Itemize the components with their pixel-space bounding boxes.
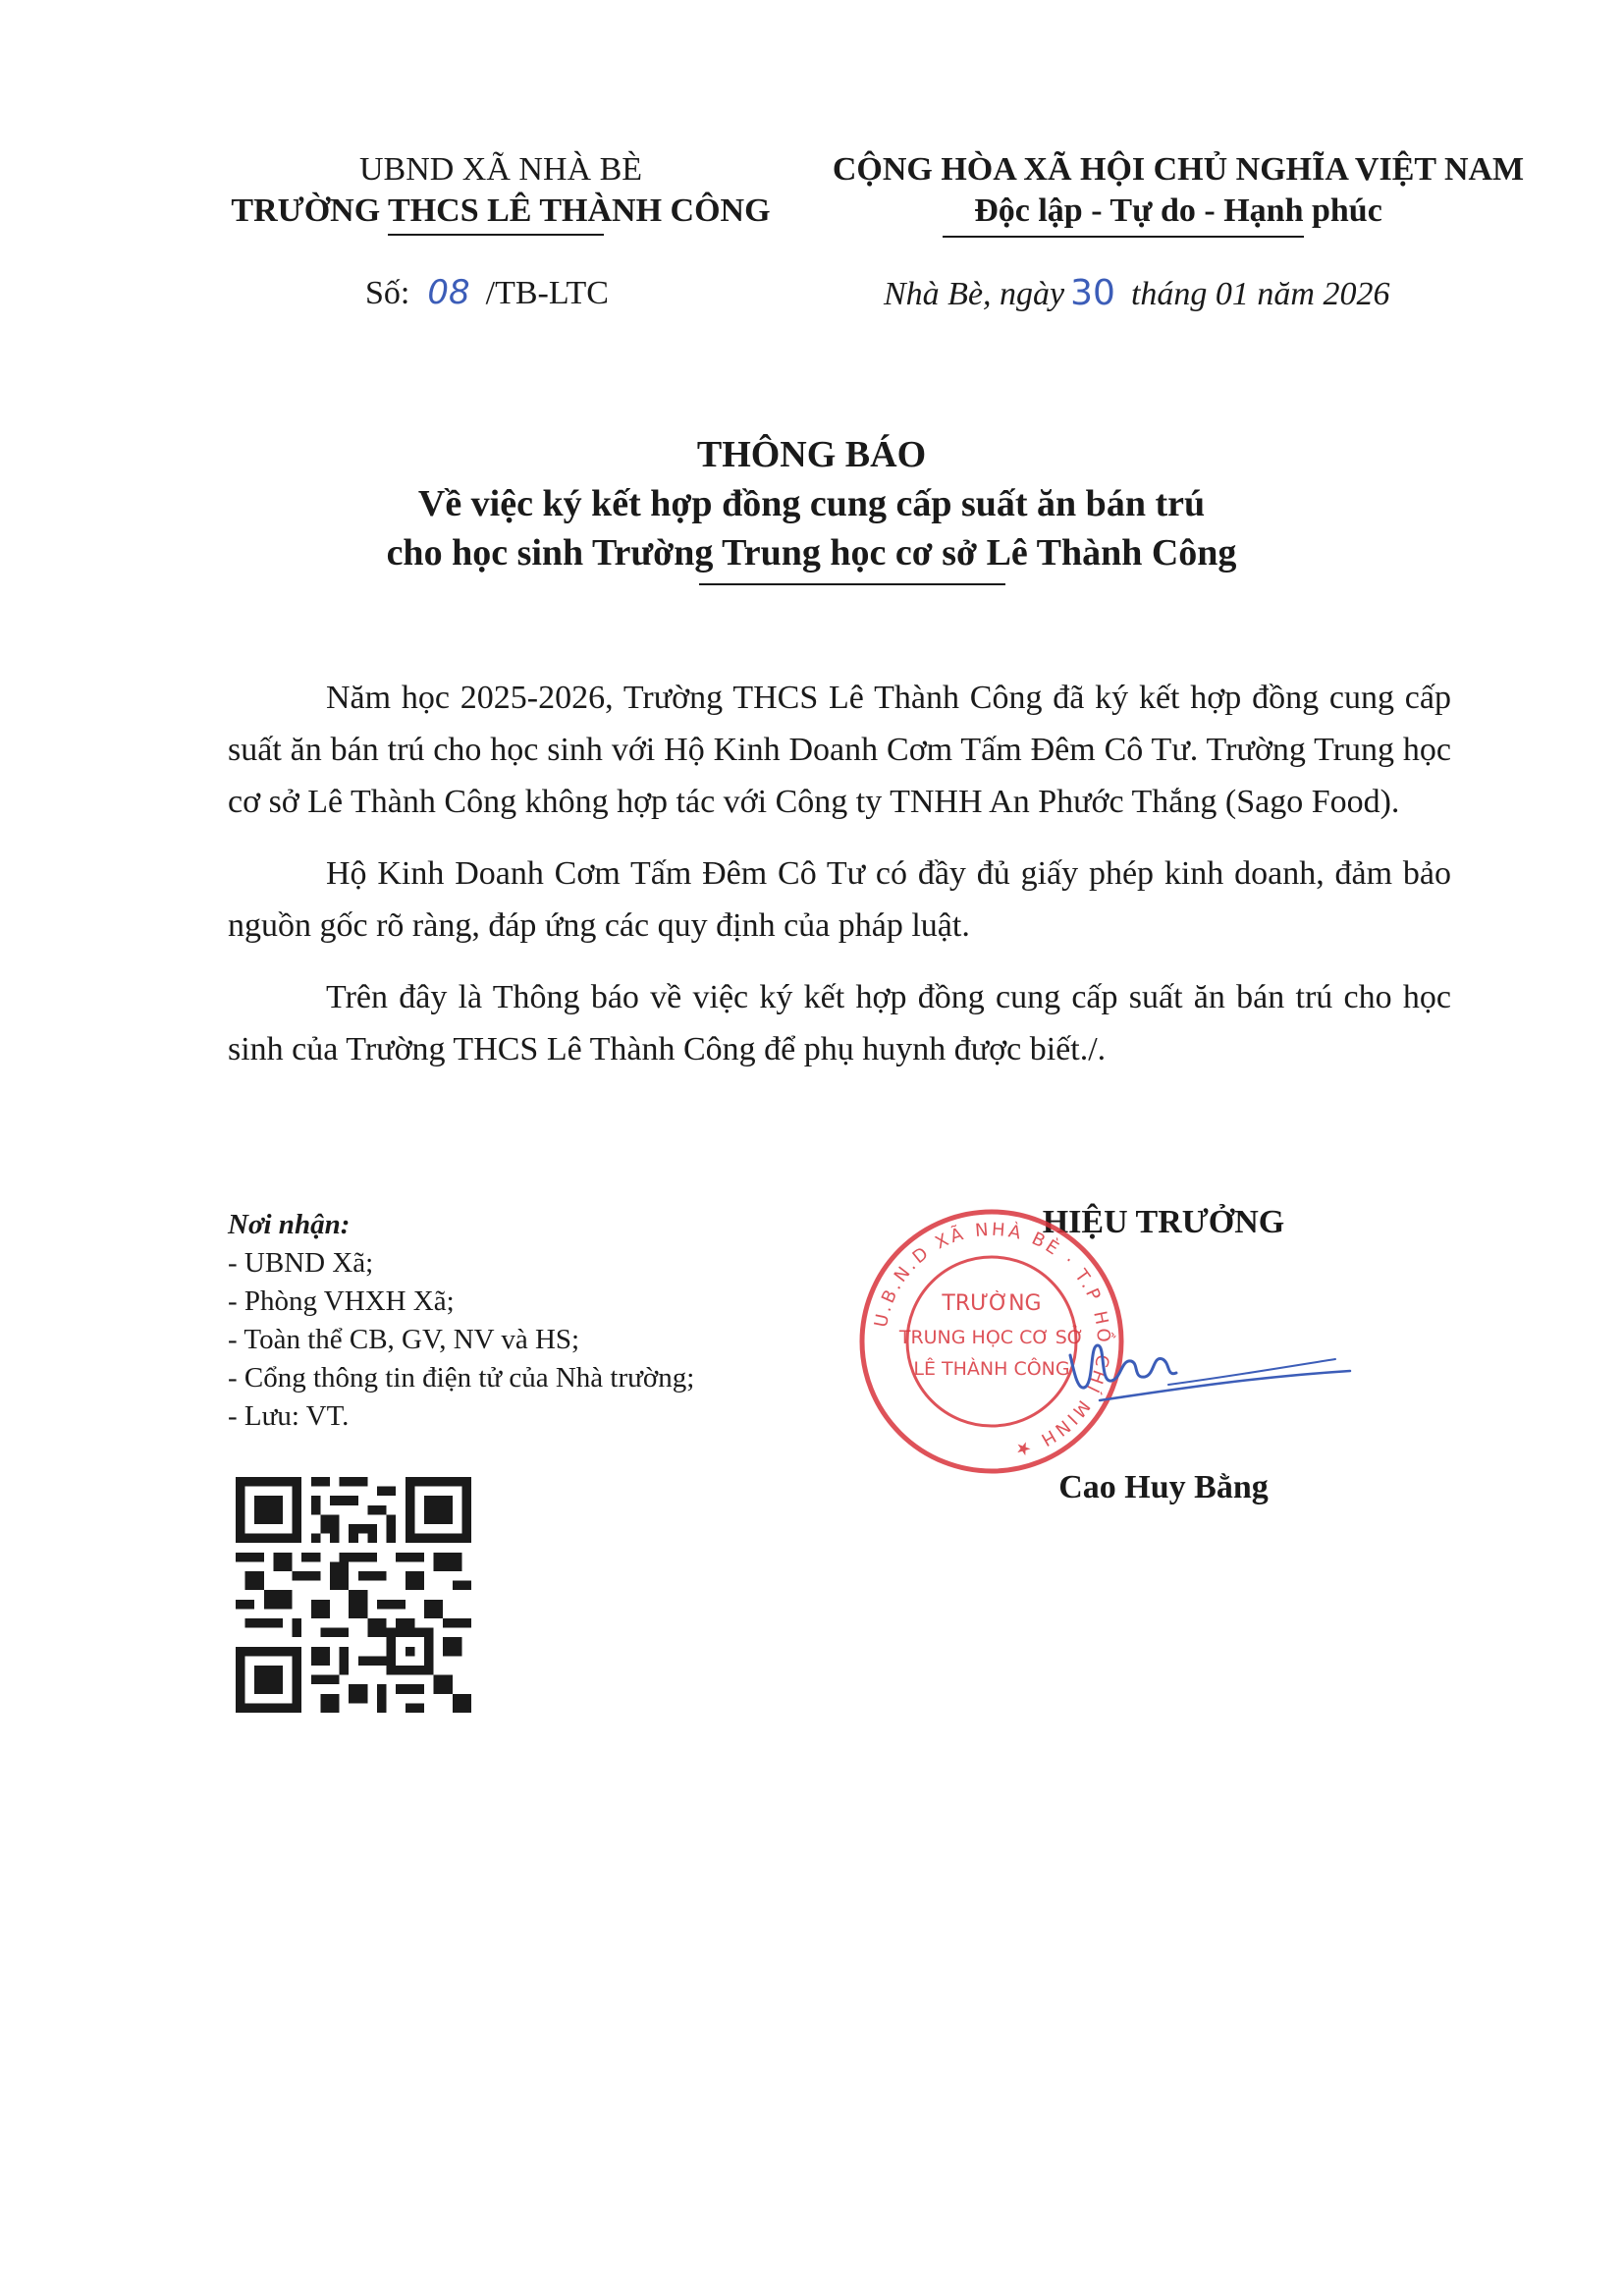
recipients-list [228, 1244, 694, 1436]
handwritten-signature-icon [1060, 1316, 1355, 1414]
title-line-3: cho học sinh Trường Trung học cơ sở Lê Thành Công [386, 532, 1237, 574]
signer-name: Cao Huy Bằng [1058, 1469, 1269, 1505]
doc-number-prefix: Số: [365, 275, 410, 311]
date-month-year: tháng 01 năm 2026 [1130, 276, 1390, 312]
body-paragraph: Năm học 2025-2026, Trường THCS Lê Thành Công đã ký kết hợp đồng cung cấp suất ăn bán trú cho học sinh với Hộ Kinh Doanh Cơm Tấm Đêm Cô Tư. Trường Trung học cơ sở Lê Thành Công không hợp tác với Công ty TNHH An Phước Thắng (Sago Food). [228, 680, 1451, 820]
qr-code-icon [236, 1477, 471, 1713]
recipient-item: - UBND Xã; [228, 1247, 374, 1279]
issuer-line-1: UBND XÃ NHÀ BÈ [358, 151, 643, 188]
document-body [228, 672, 1451, 1095]
nation-block [805, 149, 1551, 232]
recipient-item: - Toàn thể CB, GV, NV và HS; [228, 1324, 580, 1355]
svg-text:TRƯỜNG: TRƯỜNG [942, 1291, 1042, 1316]
motto-underline [943, 236, 1304, 238]
svg-text:TRUNG HỌC CƠ SỞ: TRUNG HỌC CƠ SỞ [898, 1327, 1085, 1348]
recipient-item: - Cổng thông tin điện tử của Nhà trường; [228, 1362, 695, 1394]
nation-line-1: CỘNG HÒA XÃ HỘI CHỦ NGHĨA VIỆT NAM [832, 151, 1525, 188]
issuer-line-2: TRƯỜNG THCS LÊ THÀNH CÔNG [231, 192, 771, 229]
doc-number-handwritten: 08 [427, 273, 470, 312]
recipient-item: - Phòng VHXH Xã; [228, 1285, 455, 1317]
date-line [884, 273, 1389, 313]
date-place: Nhà Bè, ngày [884, 276, 1065, 312]
signer-role: HIỆU TRƯỞNG [1042, 1204, 1285, 1240]
title-line-2: Về việc ký kết hợp đồng cung cấp suất ăn bán trú [417, 483, 1206, 524]
issuer-underline [388, 234, 604, 236]
svg-text:U.B.N.D XÃ NHÀ BÈ · T.P HỒ C: U.B.N.D XÃ NHÀ BÈ · T.P HỒ CHÍ MINH ★ [870, 1219, 1114, 1461]
doc-number-suffix: /TB-LTC [485, 275, 609, 311]
recipients-heading: Nơi nhận: [228, 1209, 351, 1240]
title-underline [699, 583, 1005, 585]
svg-text:LÊ THÀNH CÔNG: LÊ THÀNH CÔNG [913, 1358, 1070, 1380]
nation-line-2: Độc lập - Tự do - Hạnh phúc [974, 192, 1382, 229]
body-paragraph: Hộ Kinh Doanh Cơm Tấm Đêm Cô Tư có đầy đủ giấy phép kinh doanh, đảm bảo nguồn gốc rõ ràng, đáp ứng các quy định của pháp luật. [228, 855, 1451, 944]
body-paragraph: Trên đây là Thông báo về việc ký kết hợp đồng cung cấp suất ăn bán trú cho học sinh của Trường THCS Lê Thành Công để phụ huynh được biết./. [228, 979, 1451, 1067]
document-title [0, 430, 1623, 577]
date-day-handwritten: 30 [1070, 273, 1115, 313]
document-number [365, 273, 609, 312]
recipients-block [228, 1206, 694, 1436]
title-line-1: THÔNG BÁO [696, 434, 927, 475]
recipient-item: - Lưu: VT. [228, 1400, 350, 1432]
issuer-block [177, 149, 825, 232]
